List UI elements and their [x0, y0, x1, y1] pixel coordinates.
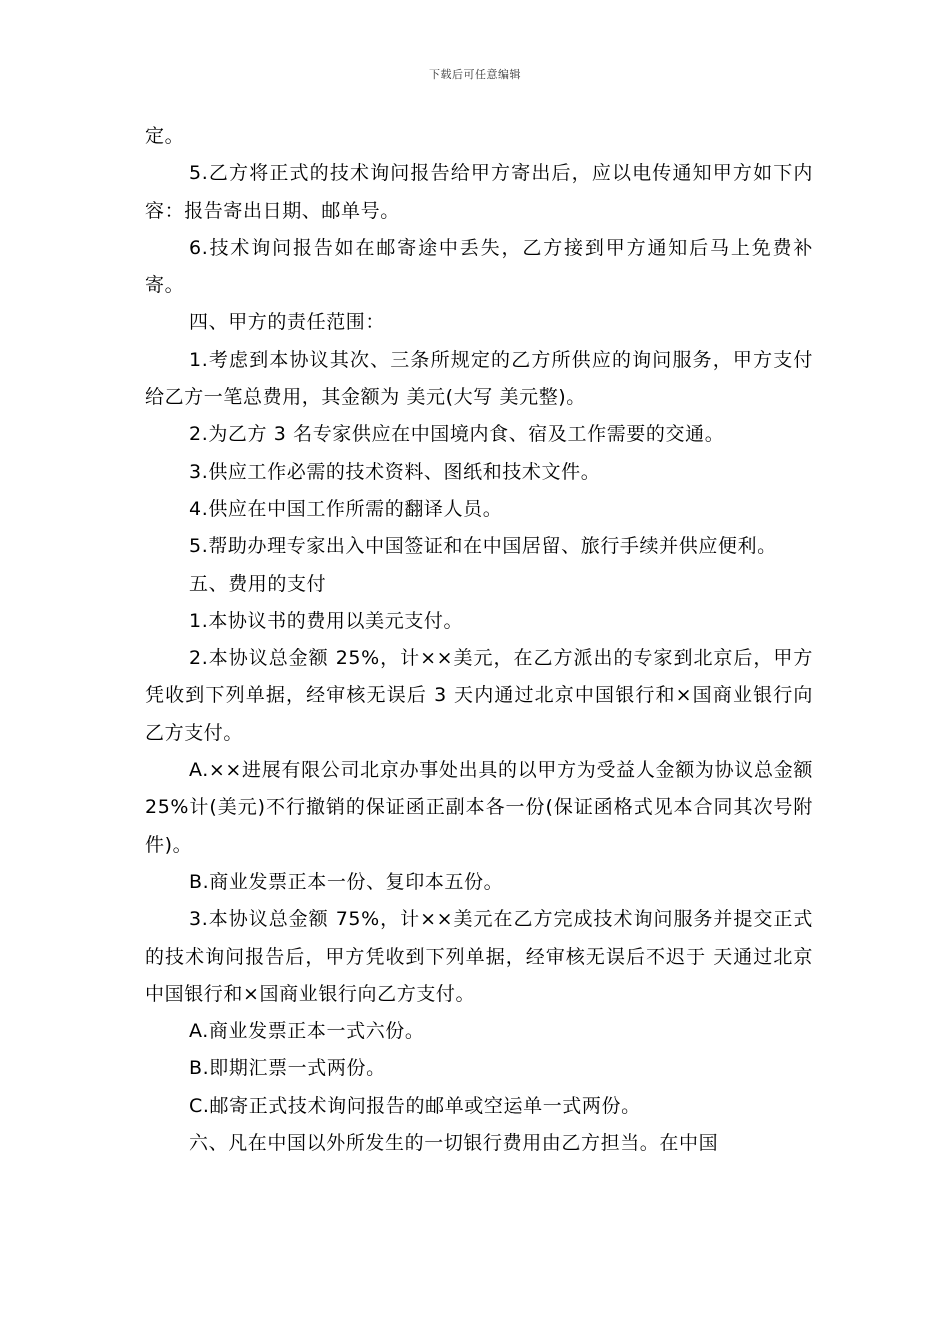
- paragraph: B.商业发票正本一份、复印本五份。: [189, 870, 504, 893]
- document-body: [145, 118, 813, 1162]
- paragraph: 5.帮助办理专家出入中国签证和在中国居留、旅行手续并供应便利。: [189, 535, 777, 558]
- paragraph: A.××进展有限公司北京办事处出具的以甲方为受益人金额为协议总金额 25%计(美元)不行撤销的保证函正副本各一份(保证函格式见本合同其次号附件)。: [145, 759, 813, 856]
- paragraph: C.邮寄正式技术询问报告的邮单或空运单一式两份。: [189, 1094, 641, 1117]
- paragraph: 定。: [145, 125, 185, 147]
- paragraph: 3.供应工作必需的技术资料、图纸和技术文件。: [189, 460, 601, 483]
- paragraph: 6.技术询问报告如在邮寄途中丢失，乙方接到甲方通知后马上免费补寄。: [145, 236, 813, 297]
- section-heading: 五、费用的支付: [189, 572, 327, 595]
- paragraph: 2.本协议总金额 25%，计××美元，在乙方派出的专家到北京后，甲方凭收到下列单据，经审核无误后 3 天内通过北京中国银行和×国商业银行向乙方支付。: [145, 647, 813, 744]
- paragraph: 3.本协议总金额 75%，计××美元在乙方完成技术询问服务并提交正式的技术询问报告后，甲方凭收到下列单据，经审核无误后不迟于 天通过北京中国银行和×国商业银行向乙方支付。: [145, 908, 813, 1005]
- paragraph: 4.供应在中国工作所需的翻译人员。: [189, 497, 503, 520]
- paragraph: B.即期汇票一式两份。: [189, 1057, 386, 1080]
- paragraph: 5.乙方将正式的技术询问报告给甲方寄出后，应以电传通知甲方如下内容：报告寄出日期、邮单号。: [145, 162, 813, 222]
- paragraph: 1.考虑到本协议其次、三条所规定的乙方所供应的询问服务，甲方支付给乙方一笔总费用，其金额为 美元(大写 美元整)。: [145, 348, 813, 409]
- page-header-note: 下载后可任意编辑: [429, 68, 521, 81]
- paragraph: 1.本协议书的费用以美元支付。: [189, 609, 464, 632]
- paragraph: A.商业发票正本一式六份。: [189, 1020, 425, 1043]
- section-heading: 四、甲方的责任范围：: [189, 311, 386, 334]
- section-heading: 六、凡在中国以外所发生的一切银行费用由乙方担当。在中国: [189, 1132, 719, 1155]
- paragraph: 2.为乙方 3 名专家供应在中国境内食、宿及工作需要的交通。: [189, 423, 725, 446]
